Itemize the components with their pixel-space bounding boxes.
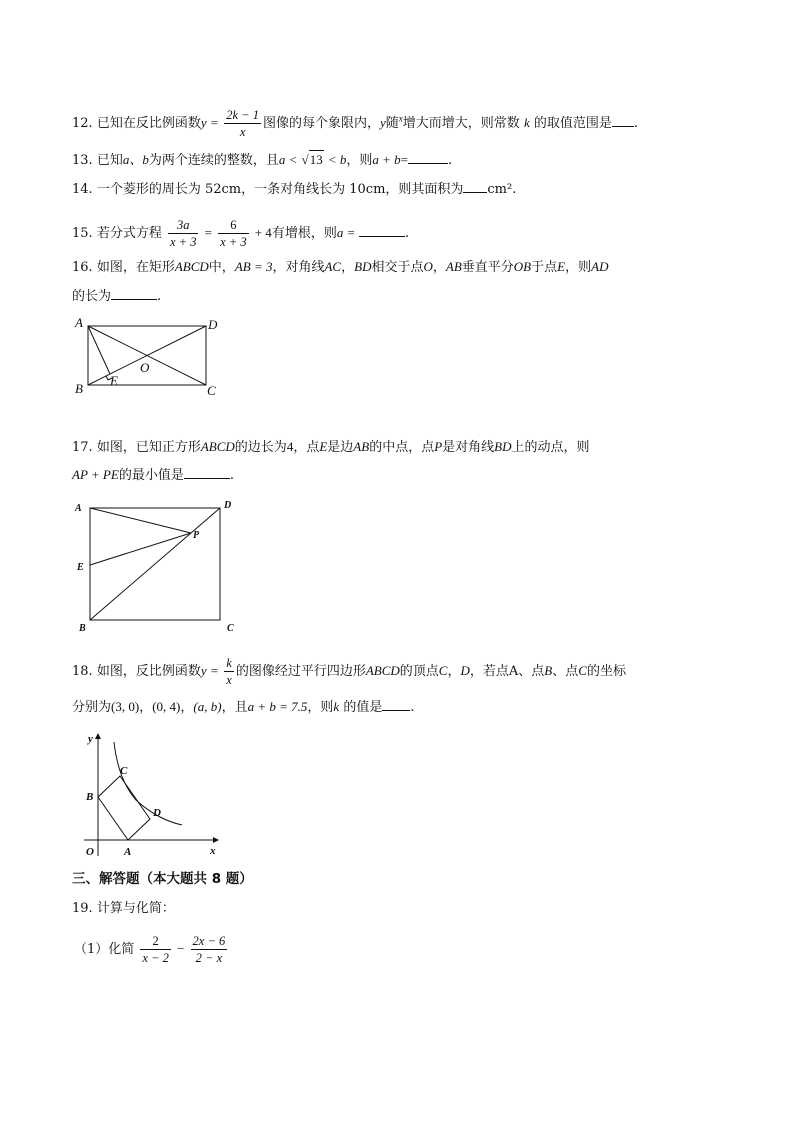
question-number: 19. (72, 901, 93, 916)
answer-blank[interactable] (111, 287, 157, 300)
question-12: 12. 已知在反比例函数y = $\frac{2k - 1}{x}$ 图像的每个象限内，y随$^x$增大而增大，则常数 k 的取值范围是 . (72, 108, 639, 139)
question-number: 17. (72, 440, 93, 455)
question-number: 13. (72, 153, 93, 168)
label-a: A (124, 846, 132, 858)
question-18-line-1: 18. 如图，反比例函数y = $\frac{k}{x}$ 的图像经过平行四边形ABCD的顶点C，D，若点A、点B、点C的坐标 (72, 656, 626, 687)
question-number: 15. (72, 226, 93, 241)
question-19: 19. 计算与化简： (72, 901, 175, 916)
figure-rectangle (72, 314, 232, 402)
label-d: D (208, 317, 218, 332)
parallelogram-abcd (98, 776, 150, 840)
label-x: x (210, 845, 216, 857)
label-c: C (207, 383, 216, 398)
answer-blank[interactable] (184, 466, 230, 479)
answer-blank[interactable] (463, 180, 487, 193)
label-d: D (224, 500, 232, 511)
label-e: E (77, 562, 84, 573)
fraction: $\frac{2k - 1}{x}$ (226, 108, 259, 139)
segment-ap (90, 508, 191, 533)
question-16-line-1: 16. 如图，在矩形ABCD中，AB = 3，对角线AC，BD相交于点O，AB垂直平分OB于点E，则AD (72, 259, 609, 275)
label-b: B (86, 791, 94, 803)
question-16-line-2: 的长为 . (72, 289, 162, 304)
question-17-line-1: 17. 如图，已知正方形ABCD的边长为4，点E是边AB的中点，点P是对角线BD上的动点，则 (72, 439, 590, 455)
label-c: C (120, 765, 128, 777)
answer-blank[interactable] (612, 114, 634, 127)
label-y: y (88, 733, 93, 745)
label-c: C (227, 623, 234, 634)
label-b: B (79, 623, 86, 634)
label-o: O (86, 846, 94, 858)
figure-square (72, 496, 244, 640)
label-b: B (75, 381, 83, 396)
label-a: A (75, 315, 83, 330)
fraction: $\frac{k}{x}$ (226, 656, 232, 687)
answer-blank[interactable] (382, 698, 410, 711)
question-18-line-2: 分别为(3, 0)，(0, 4)，(a, b)，且a + b = 7.5，则k 的值是 . (72, 699, 415, 715)
question-14: 14. 一个菱形的周长为 52cm，一条对角线长为 10cm，则其面积为 cm². (72, 182, 517, 197)
figure-coordinate-plane (76, 728, 226, 866)
answer-blank[interactable] (359, 224, 405, 237)
section-heading: 三、解答题（本大题共 8 题） (72, 871, 253, 887)
hyperbola-curve (114, 742, 182, 825)
label-e: E (110, 373, 118, 388)
fraction: $\frac{3a}{x + 3}$ (169, 218, 197, 249)
question-13: 13. 已知a、b为两个连续的整数，且a < √13 < b，则a + b= . (72, 152, 453, 168)
label-o: O (140, 360, 150, 375)
question-17-line-2: AP + PE的最小值是 . (72, 467, 234, 483)
label-d: D (153, 807, 161, 819)
segment-ae (88, 326, 110, 374)
question-15: 15. 若分式方程 $\frac{3a}{x + 3}$ = $\frac{6}{x + 3}$ + 4有增根，则a = . (72, 218, 410, 249)
answer-blank[interactable] (408, 151, 448, 164)
question-number: 18. (72, 664, 93, 679)
question-number: 14. (72, 182, 93, 197)
fraction: $\frac{2}{x - 2}$ (142, 934, 169, 965)
diagonal-bd (90, 508, 220, 620)
segment-pe (90, 533, 191, 565)
question-number: 16. (72, 260, 93, 275)
fraction: $\frac{2x - 6}{2 - x}$ (192, 934, 226, 965)
question-19-part-1: （1）化简 $\frac{2}{x - 2}$ − $\frac{2x - 6}{2 - x}$ (74, 934, 226, 965)
question-number: 12. (72, 116, 93, 131)
label-p: P (193, 530, 200, 541)
label-a: A (75, 503, 82, 514)
sqrt-symbol: √ (301, 152, 309, 167)
fraction: $\frac{6}{x + 3}$ (220, 218, 247, 249)
